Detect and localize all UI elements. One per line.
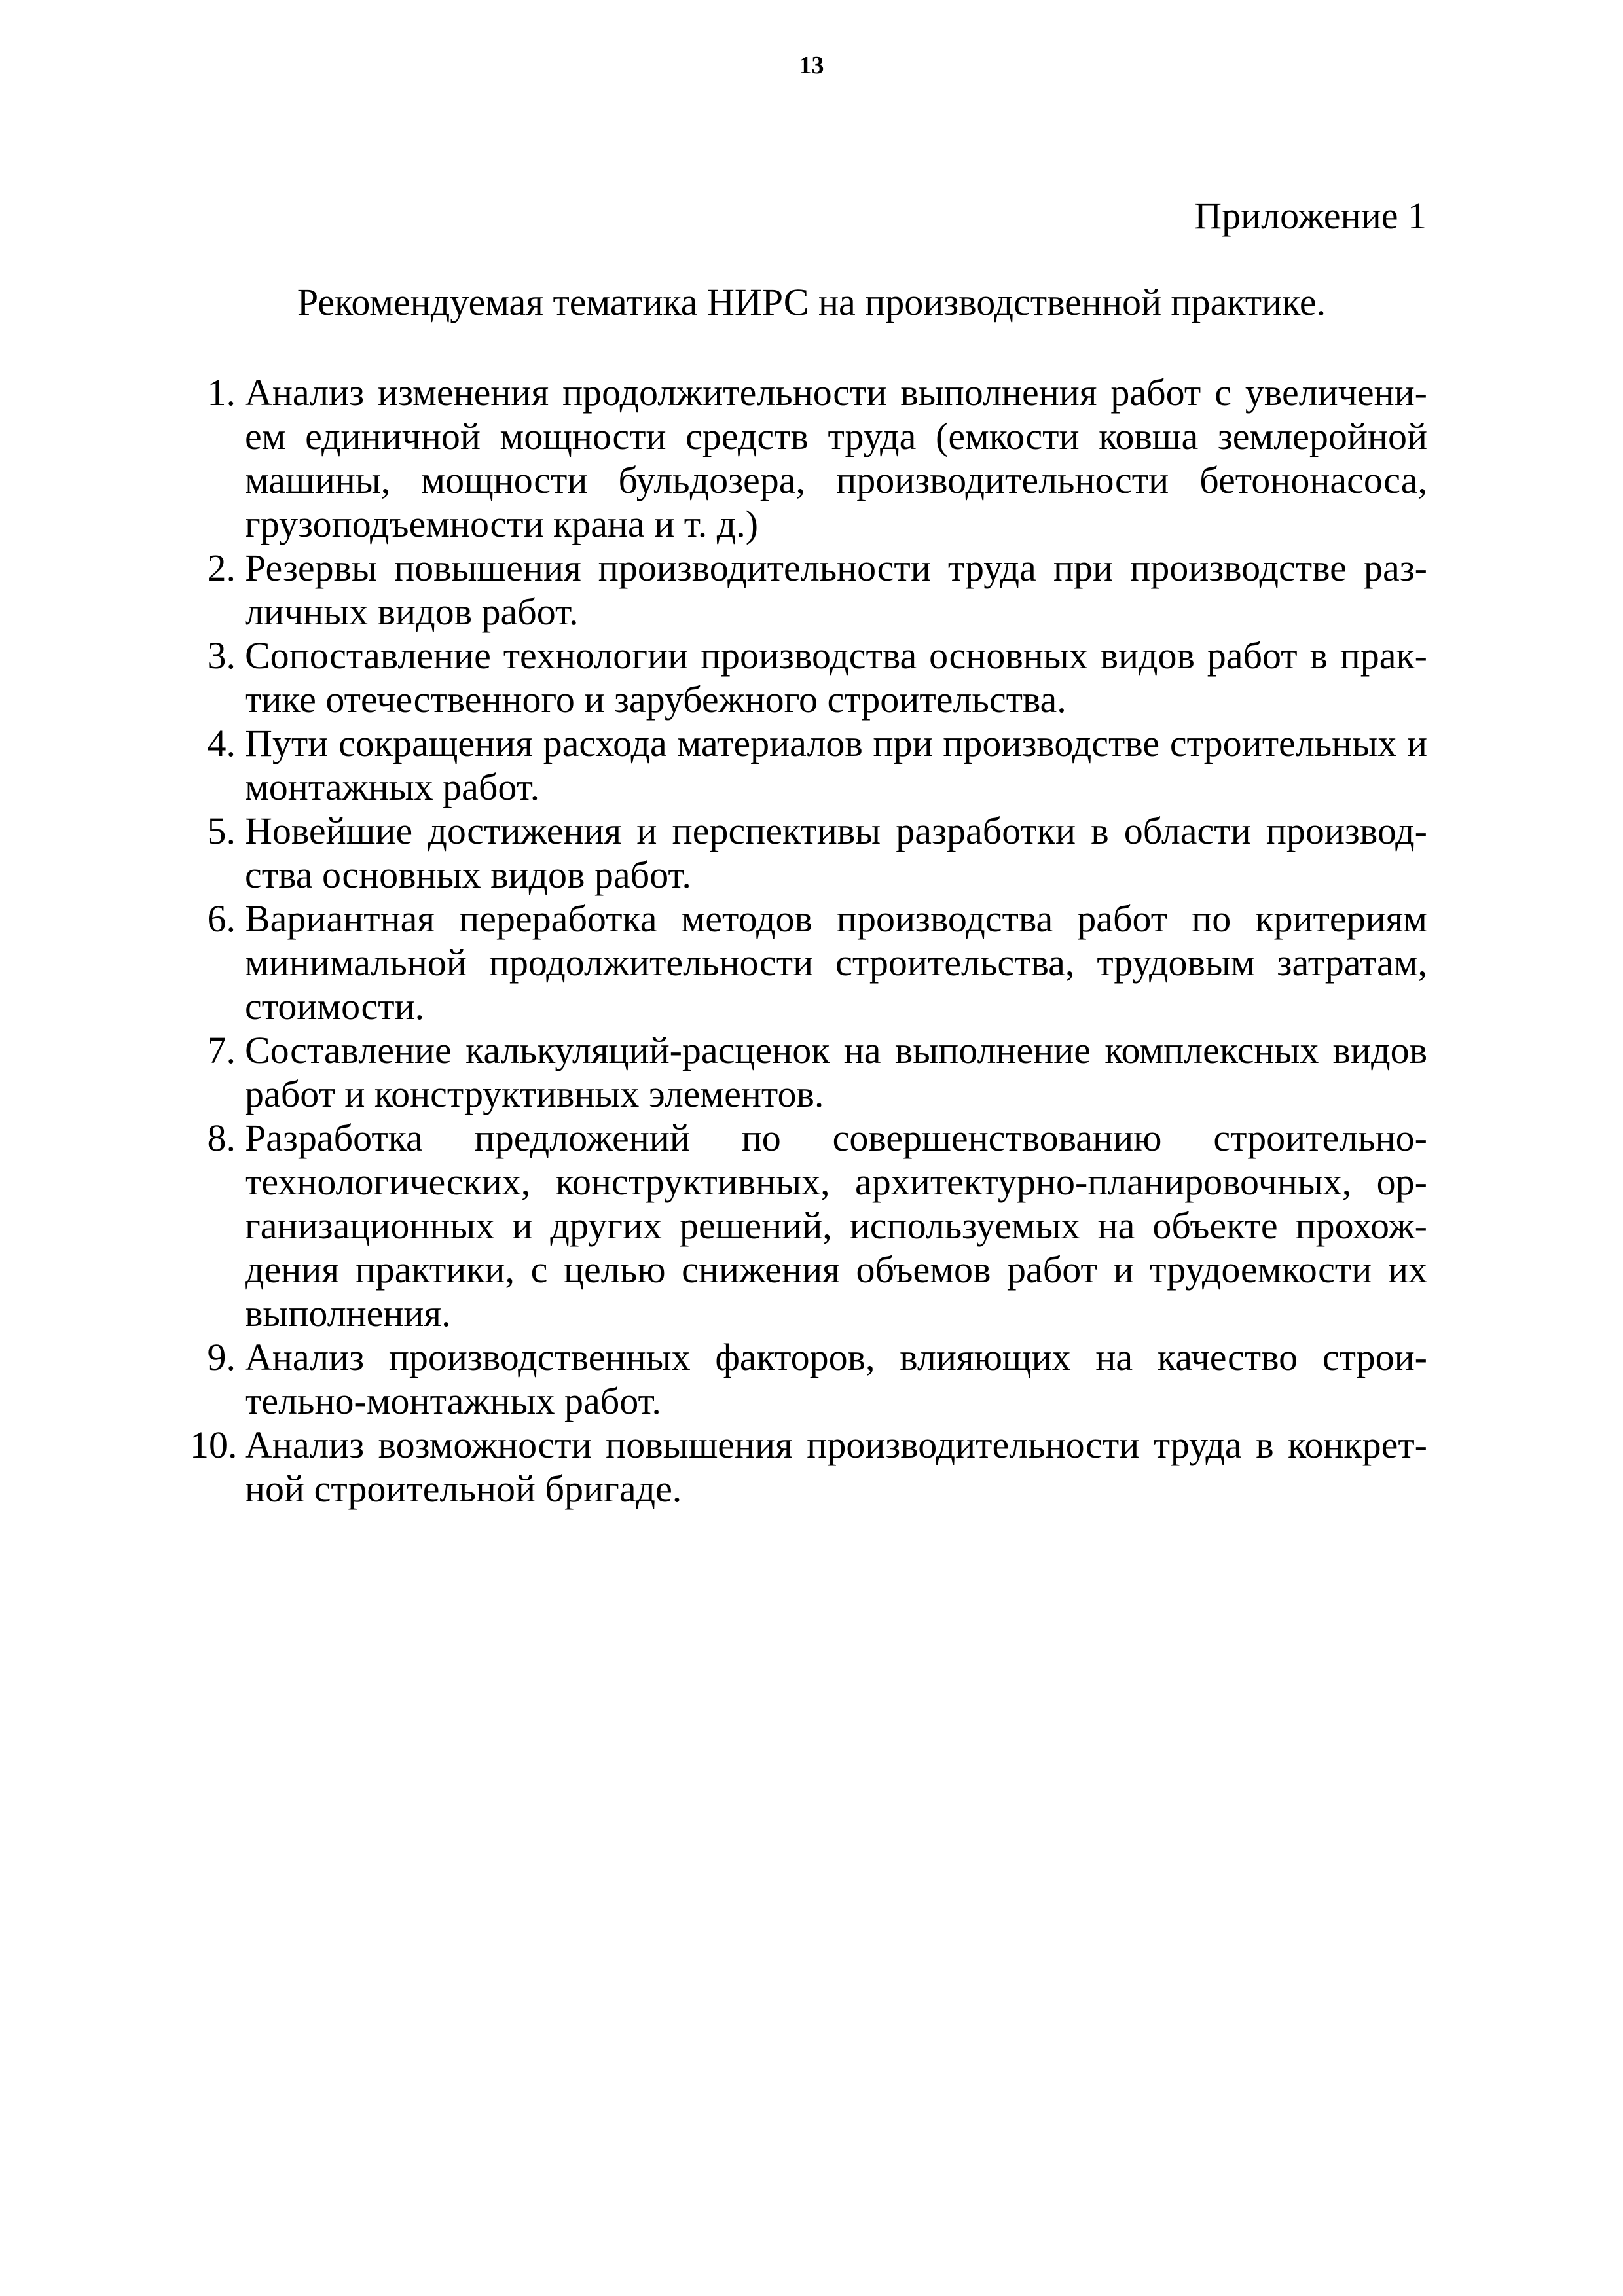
- list-item-number: 2.: [207, 547, 236, 589]
- list-item: [190, 721, 1427, 809]
- topics-list: [190, 370, 1427, 1511]
- page-number: 13: [799, 52, 824, 79]
- list-item-number: 9.: [207, 1336, 236, 1378]
- list-item-text: Пути сокращения расхода материалов при производстве строительных и монтажных работ.: [245, 722, 1427, 808]
- list-item-text: Сопоставление технологии производства основных видов работ в практике отечественного и зарубежного строительства.: [245, 634, 1427, 721]
- list-item-number: 6.: [207, 897, 236, 940]
- list-item: [190, 809, 1427, 897]
- list-item-text: Разработка предложений по совершенствованию строительно-технологических, конструктивных, архитектурно-планировочных, организационных и других решений, используемых на объекте прохождения практики, с целью снижения объемов работ и трудоемкости их выполнения.: [245, 1117, 1427, 1335]
- list-item-number: 1.: [207, 371, 236, 414]
- list-item: [190, 634, 1427, 721]
- list-item-number: 3.: [207, 634, 236, 677]
- list-item: [190, 1335, 1427, 1423]
- list-item: [190, 1028, 1427, 1116]
- appendix-label: Приложение 1: [1194, 194, 1427, 237]
- list-item-number: 4.: [207, 722, 236, 764]
- list-item: [190, 897, 1427, 1028]
- list-item-text: Резервы повышения производительности труда при производстве различных видов работ.: [245, 547, 1427, 633]
- list-item-text: Новейшие достижения и перспективы разработки в области производства основных видов работ.: [245, 810, 1427, 896]
- list-item-text: Вариантная переработка методов производства работ по критериям минимальной продолжительности строительства, трудовым затратам, стоимости.: [245, 897, 1427, 1028]
- document-title: Рекомендуемая тематика НИРС на производственной практике.: [297, 281, 1326, 323]
- list-item: [190, 1423, 1427, 1511]
- list-item: [190, 370, 1427, 546]
- list-item-number: 10.: [190, 1424, 238, 1466]
- list-item-text: Анализ изменения продолжительности выполнения работ с увеличением единичной мощности средств труда (емкости ковша землеройной машины, мощности бульдозера, производительности бетононасоса, грузоподъемности крана и т. д.): [245, 371, 1427, 545]
- list-item-text: Анализ возможности повышения производительности труда в конкретной строительной бригаде.: [245, 1424, 1427, 1510]
- list-item-number: 7.: [207, 1029, 236, 1071]
- list-item-text: Анализ производственных факторов, влияющих на качество строительно-монтажных работ.: [245, 1336, 1427, 1422]
- list-item: [190, 546, 1427, 634]
- list-item: [190, 1116, 1427, 1335]
- list-item-number: 5.: [207, 810, 236, 852]
- list-item-number: 8.: [207, 1117, 236, 1159]
- list-item-text: Составление калькуляций-расценок на выполнение комплексных видов работ и конструктивных элементов.: [245, 1029, 1427, 1115]
